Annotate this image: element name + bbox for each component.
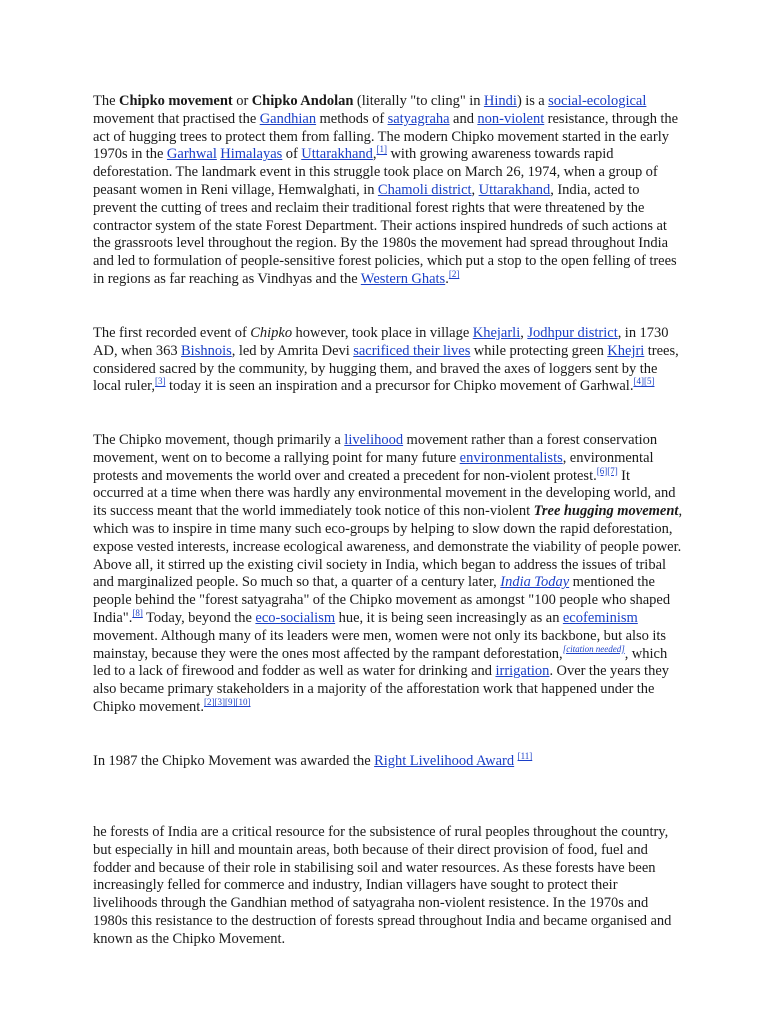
citation-1 — [377, 145, 388, 155]
citation-6-7 — [597, 466, 618, 476]
text-run: (literally "to cling" in — [353, 93, 484, 109]
link-khejri[interactable]: Khejri — [607, 342, 645, 359]
bold-text: Tree hugging movement — [533, 503, 679, 520]
citation-2-3-9-10-link[interactable]: [2][3][9][10] — [203, 697, 251, 708]
text-run: with growing awareness towards rapid deforestation. The landmark event in this struggle took place on March 26, 1974, when a group of peasant women in Reni village, Hemwalghati, in — [93, 146, 658, 198]
citation-11-link[interactable]: [11] — [517, 751, 533, 762]
link-gandhian[interactable]: Gandhian — [259, 110, 317, 127]
citation-1-link[interactable]: [1] — [376, 144, 388, 155]
link-non-violent[interactable]: non-violent — [477, 110, 545, 127]
paragraph-forests-of-india — [93, 824, 683, 949]
text-run: today it is seen an inspiration and a precursor for Chipko movement of Garhwal. — [165, 378, 634, 395]
text-run: The Chipko movement, though primarily a — [93, 432, 345, 448]
text-run: It occurred at a time when there was hardly any environmental movement in the developing world, and its success meant that the world immediately took notice of this non-violent — [93, 467, 676, 520]
bold-text: Chipko Andolan — [251, 93, 354, 109]
text-run: movement that practised the — [93, 110, 260, 127]
link-jodhpur-district[interactable]: Jodhpur district — [527, 325, 618, 341]
text-run: The first recorded event of — [93, 325, 251, 341]
text-run: The — [93, 93, 119, 109]
text-run: , which led to a lack of firewood and fodder as well as water for drinking and — [93, 645, 668, 680]
citation-8-link[interactable]: [8] — [132, 608, 143, 619]
bold-text: Chipko movement — [118, 93, 233, 109]
link-uttarakhand-2[interactable]: Uttarakhand — [478, 181, 551, 198]
text-run: trees, considered sacred by the community, by hugging them, and braved the axes of loggers sent by the local ruler, — [93, 342, 679, 395]
text-run: movement. Although many of its leaders were men, women were not only its backbone, but also its mainstay, because they were the ones most affected by the rampant deforestation, — [93, 627, 667, 662]
text-run: , — [372, 146, 377, 163]
paragraph-award — [93, 753, 683, 771]
text-run: movement rather than a forest conservation movement, went on to become a rallying point for many future — [93, 432, 658, 466]
text-run: In 1987 the Chipko Movement was awarded the — [93, 753, 375, 769]
link-sacrificed-their-lives[interactable]: sacrificed their lives — [353, 342, 471, 359]
citation-8 — [132, 608, 143, 618]
text-run: . Over the years they also became primary stakeholders in a majority of the afforestation work that happened under the Chipko movement. — [93, 663, 670, 715]
italic-text: Chipko — [250, 325, 293, 341]
link-social-ecological[interactable]: social-ecological — [548, 93, 647, 109]
citation-4-5-link[interactable]: [4][5] — [633, 376, 655, 387]
text-run: , — [520, 325, 528, 341]
citation-11 — [518, 751, 533, 761]
link-hindi[interactable]: Hindi — [483, 93, 517, 109]
text-run: . — [445, 270, 449, 287]
link-ecofeminism[interactable]: ecofeminism — [562, 609, 638, 626]
link-garhwal[interactable]: Garhwal — [166, 146, 217, 163]
text-run: , led by Amrita Devi — [231, 342, 354, 359]
text-run: however, took place in village — [292, 325, 473, 341]
paragraph-influence — [93, 432, 683, 717]
link-livelihood[interactable]: livelihood — [344, 432, 404, 448]
link-chamoli-district[interactable]: Chamoli district — [377, 181, 472, 198]
citation-2-3-9-10 — [204, 697, 250, 707]
citation-3 — [155, 377, 166, 387]
text-run: he forests of India are a critical resource for the subsistence of rural peoples throughout the country, but especially in hill and mountain areas, both because of their direct provision of food, fuel and fodder and because of their role in stabilising soil and water resources. As these forests have been increasingly felled for commerce and industry, Indian villagers have sought to protect their livelihoods through the Gandhian method of satyagraha non-violent resistence. In the 1970s and 1980s this resistance to the destruction of forests spread throughout India and became organised and known as the Chipko Movement. — [93, 824, 672, 947]
text-run: or — [232, 93, 252, 109]
link-eco-socialism[interactable]: eco-socialism — [255, 609, 336, 626]
text-run: while protecting green — [470, 342, 608, 359]
citation-2-link[interactable]: [2] — [448, 269, 460, 280]
link-uttarakhand[interactable]: Uttarakhand — [301, 146, 373, 163]
text-run: , in 1730 AD, when 363 — [93, 325, 669, 359]
link-bishnois[interactable]: Bishnois — [181, 342, 232, 359]
link-irrigation[interactable]: irrigation — [495, 663, 550, 680]
text-run: hue, it is being seen increasingly as an — [335, 609, 563, 626]
citation-needed-link[interactable]: [citation needed] — [562, 643, 625, 654]
text-run: , environmental protests and movements the world over and created a precedent for non-violent protest. — [93, 449, 654, 484]
link-western-ghats[interactable]: Western Ghats — [360, 270, 446, 287]
text-run: ) is a — [516, 93, 549, 109]
text-run: , which was to inspire in time many such eco-groups by helping to slow down the rapid deforestation, expose vested interests, increase ecological awareness, and demonstrate the viability of people power. Above all, it stirred up the existing civil society in India, which began to address the issues of tribal and marginalized people. So much so that, a quarter of a century later, — [93, 503, 683, 591]
text-run: Today, beyond the — [142, 609, 256, 626]
citation-6-7-link[interactable]: [6][7] — [596, 465, 618, 476]
link-right-livelihood-award[interactable]: Right Livelihood Award — [374, 753, 515, 769]
text-run: , — [471, 181, 479, 198]
citation-2 — [449, 269, 460, 279]
link-india-today[interactable]: India Today — [500, 574, 570, 591]
citation-4-5 — [633, 377, 654, 387]
citation-needed — [563, 644, 625, 654]
link-himalayas[interactable]: Himalayas — [220, 146, 283, 163]
text-run: of — [282, 146, 302, 163]
text-run: mentioned the people behind the "forest satyagraha" of the Chipko movement as amongst "100 people who shaped India". — [93, 574, 671, 626]
paragraph-intro — [93, 93, 683, 289]
citation-3-link[interactable]: [3] — [155, 376, 166, 387]
text-run: and — [449, 110, 478, 127]
link-khejarli[interactable]: Khejarli — [472, 325, 521, 341]
paragraph-first-event — [93, 325, 683, 396]
text-run: , India, acted to prevent the cutting of trees and reclaim their traditional forest rights that were threatened by the contractor system of the state Forest Department. Their actions inspired hundreds of such actions at the grassroots level throughout the region. By the 1980s the movement had spread throughout India and led to formulation of people-sensitive forest policies, which put a stop to the open felling of trees in regions as far reaching as Vindhyas and the — [93, 181, 677, 287]
link-satyagraha[interactable]: satyagraha — [387, 110, 450, 127]
text-run: resistance, through the act of hugging trees to protect them from falling. The modern Chipko movement started in the early 1970s in the — [93, 110, 679, 163]
link-environmentalists[interactable]: environmentalists — [459, 449, 563, 466]
text-run: methods of — [316, 110, 388, 127]
